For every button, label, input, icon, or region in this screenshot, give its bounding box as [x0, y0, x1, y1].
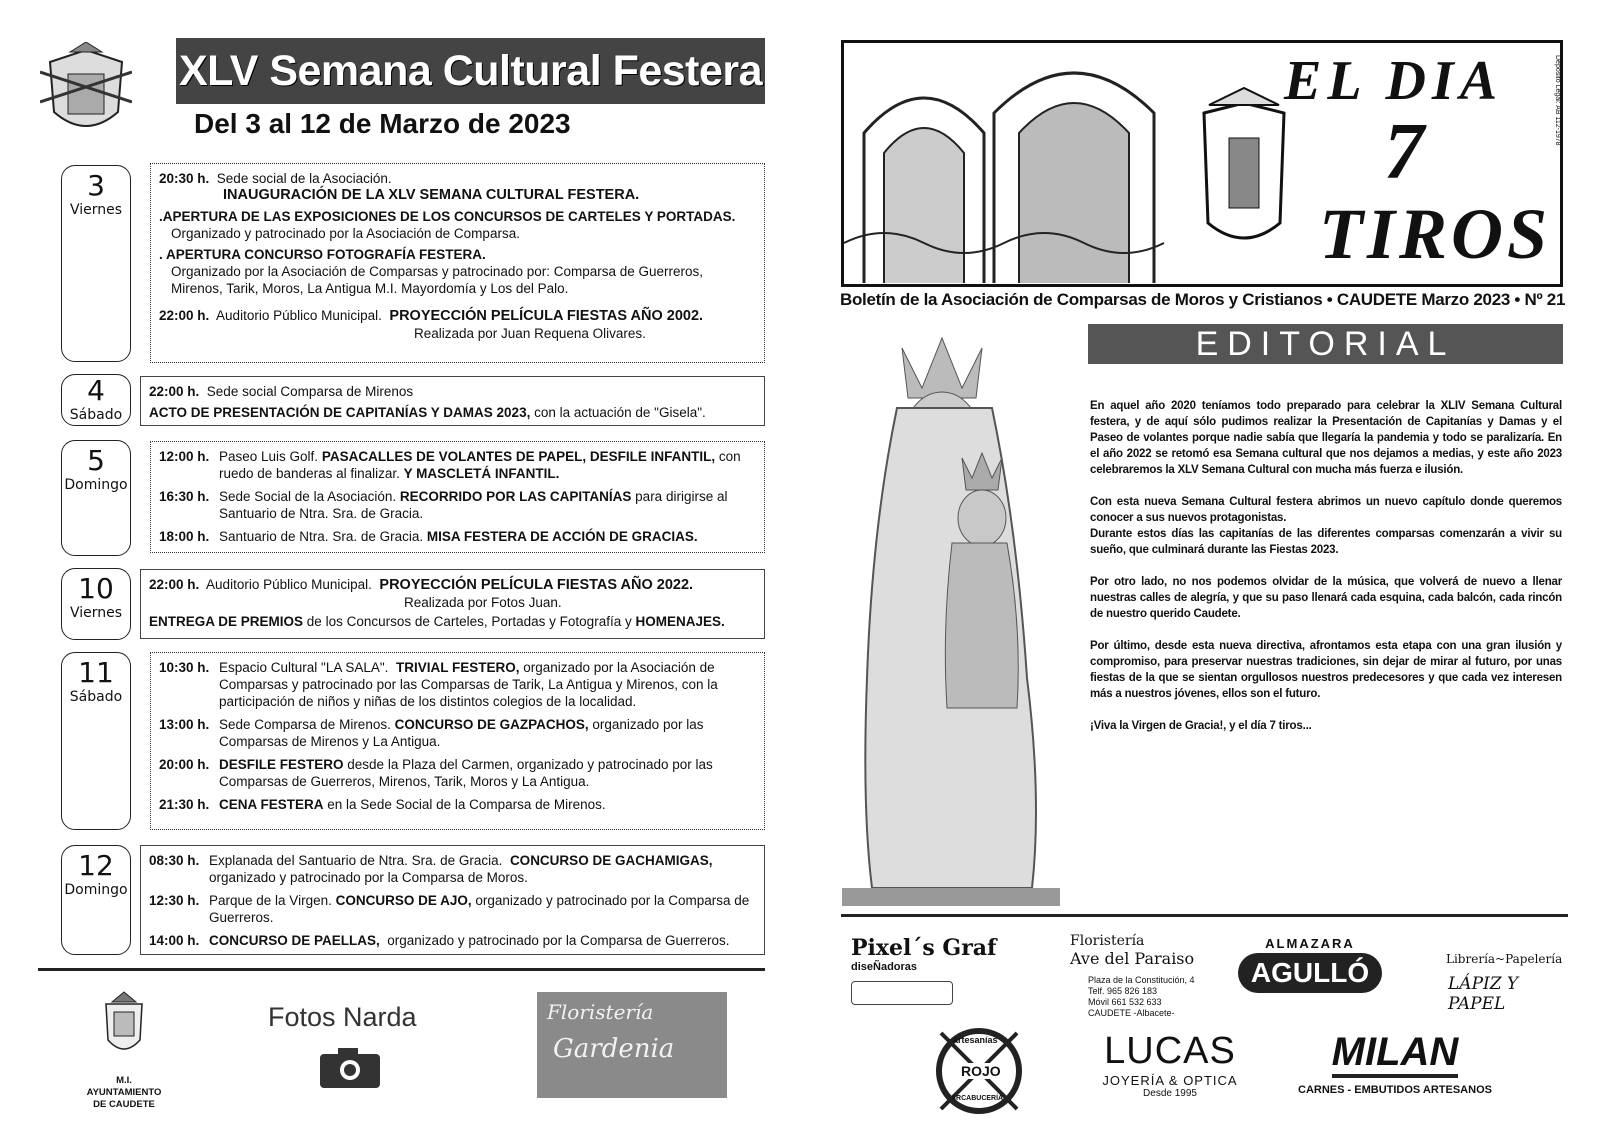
- masthead-title-3: TIROS: [1319, 194, 1552, 274]
- lucas-joyeria-ad: LUCAS JOYERÍA & OPTICA Desde 1995: [1102, 1030, 1238, 1099]
- legal-deposit: Depósito Legal: AB 112-1978: [1554, 55, 1561, 146]
- milan-carniceria-ad: MILAN CARNES - EMBUTIDOS ARTESANOS: [1298, 1030, 1492, 1096]
- ave-del-paraiso-ad: Floristería Ave del Paraiso Plaza de la Constitución, 4 Telf. 965 826 183 Móvil 661 532 633 CAUDETE -Albacete-: [1070, 933, 1195, 1018]
- ayuntamiento-label: M.I. AYUNTAMIENTO DE CAUDETE: [86, 1075, 162, 1110]
- masthead-title-2: 7: [1384, 108, 1424, 196]
- day-badge: 11 Sábado: [61, 652, 131, 830]
- day-3-events: 20:30 h. Sede social de la Asociación. INAUGURACIÓN DE LA XLV SEMANA CULTURAL FESTERA. .APERTURA DE LAS EXPOSICIONES DE LOS CONCURSOS DE CARTELES Y PORTADAS. Organizado y patrocinado por la Asociación de Comparsa. . APERTURA CONCURSO FOTOGRAFÍA FESTERA. Organizado por la Asociación de Comparsas y patrocinado por: Comparsa de Guerreros, Mirenos, Tarik, Moros, La Antigua M.I. Mayordomía y Los del Palo. 22:00 h. Auditorio Público Municipal. PROYECCIÓN PELÍCULA FIESTAS AÑO 2002. Realizada por Juan Requena Olivares.: [150, 163, 765, 363]
- floristeria-gardenia-ad: Floristería Gardenia: [537, 992, 727, 1098]
- artesanias-rojo-ad: artesanías ROJO ARCABUCERÍA: [935, 1027, 1023, 1115]
- day-badge: 3 Viernes: [61, 165, 131, 362]
- day-badge: 4 Sábado: [61, 374, 131, 426]
- day-5-events: 12:00 h. Paseo Luis Golf. PASACALLES DE VOLANTES DE PAPEL, DESFILE INFANTIL, con ruedo de banderas al finalizar. Y MASCLETÁ INFANTIL. 16:30 h. Sede Social de la Asociación. RECORRIDO POR LAS CAPITANÍAS para dirigirse al Santuario de Ntra. Sra. de Gracia. 18:00 h. Santuario de Ntra. Sra. de Gracia. MISA FESTERA DE ACCIÓN DE GRACIAS.: [150, 441, 765, 553]
- editorial-text: En aquel año 2020 teníamos todo preparado para celebrar la XLIV Semana Cultural festera, y de aquí sólo pudimos realizar la Presentación de Capitanías y Damas y el Paseo de volantes porque nadie sabía que llegaría la pandemia y todo se paralizaría. En el año 2022 se retomó esa Semana cultural que nos dejamos a medias, y este año 2023 celebraremos la XLV Semana Cultural con mucha más fuerza e ilusión. Con esta nueva Semana Cultural festera abrimos un nuevo capítulo donde queremos conocer a sus nuevos protagonistas. Durante estos días las capitanías de las diferentes comparsas comenzarán a vivir su sueño, que culminará durante las Fiestas 2023. Por otro lado, no nos podemos olvidar de la música, que volverá de nuevo a llenar nuestras calles de alegría, y que su paso llenará cada esquina, cada balcón, cada rincón de nuestro querido Caudete. Por último, desde esta nueva directiva, afrontamos esta etapa con una gran ilusión y compromiso, para preservar nuestras tradiciones, sin dejar de mirar al futuro, por unas fiestas de la que se sientan orgullosos nuestros predecesores y que cada vez interesen más a nuestros jóvenes, ellos son el futuro. ¡Viva la Virgen de Gracia!, y el día 7 tiros...: [1090, 400, 1562, 732]
- bulletin-info: Boletín de la Asociación de Comparsas de Moros y Cristianos • CAUDETE Marzo 2023 • Nº 21: [840, 290, 1566, 309]
- camera-icon: [320, 1048, 380, 1088]
- divider: [38, 968, 765, 971]
- comparsas-crest-icon: [40, 42, 132, 142]
- fotos-narda-logo: Fotos Narda: [268, 1002, 417, 1032]
- divider: [841, 914, 1568, 917]
- virgin-statue-image: [842, 328, 1060, 906]
- day-10-events: 22:00 h. Auditorio Público Municipal. PROYECCIÓN PELÍCULA FIESTAS AÑO 2022. Realizada por Fotos Juan. ENTREGA DE PREMIOS de los Concursos de Carteles, Portadas y Fotografía y HOMENAJES.: [140, 569, 765, 639]
- lapiz-y-papel-ad: Librería~Papelería LÁPIZ Y PAPEL: [1446, 952, 1563, 1014]
- day-4-events: 22:00 h. Sede social Comparsa de Mirenos ACTO DE PRESENTACIÓN DE CAPITANÍAS Y DAMAS 2023, con la actuación de "Gisela".: [140, 376, 765, 426]
- masthead: [841, 40, 1563, 287]
- day-badge: 10 Viernes: [61, 568, 131, 640]
- page-title: XLV Semana Cultural Festera: [176, 38, 765, 104]
- editorial-heading: EDITORIAL: [1088, 324, 1563, 364]
- masthead-title-1: EL DIA: [1284, 50, 1504, 112]
- day-badge: 12 Domingo: [61, 845, 131, 955]
- day-12-events: 08:30 h. Explanada del Santuario de Ntra. Sra. de Gracia. CONCURSO DE GACHAMIGAS, organizado y patrocinado por la Comparsa de Moros. 12:30 h. Parque de la Virgen. CONCURSO DE AJO, organizado y patrocinado por la Comparsa de Guerreros. 14:00 h. CONCURSO DE PAELLAS, organizado y patrocinado por la Comparsa de Guerreros.: [140, 845, 765, 955]
- date-range: Del 3 al 12 de Marzo de 2023: [194, 108, 571, 139]
- ayuntamiento-crest-icon: [100, 990, 148, 1060]
- day-11-events: 10:30 h. Espacio Cultural "LA SALA". TRIVIAL FESTERO, organizado por la Asociación de Comparsas y patrocinado por las Comparsas de Tarik, La Antigua y Mirenos, con la participación de niños y niñas de los distintos colegios de la localidad. 13:00 h. Sede Comparsa de Mirenos. CONCURSO DE GAZPACHOS, organizado por las Comparsas de Mirenos y La Antigua. 20:00 h. DESFILE FESTERO desde la Plaza del Carmen, organizado y patrocinado por las Comparsas de Guerreros, Mirenos, Tarik, Moros y La Antigua. 21:30 h. CENA FESTERA en la Sede Social de la Comparsa de Mirenos.: [150, 652, 765, 830]
- almazara-agullo-ad: ALMAZARA AGULLÓ: [1238, 936, 1382, 1006]
- day-badge: 5 Domingo: [61, 440, 131, 556]
- pixels-graf-ad: Pixel´s Graf diseÑadoras: [851, 935, 1051, 1019]
